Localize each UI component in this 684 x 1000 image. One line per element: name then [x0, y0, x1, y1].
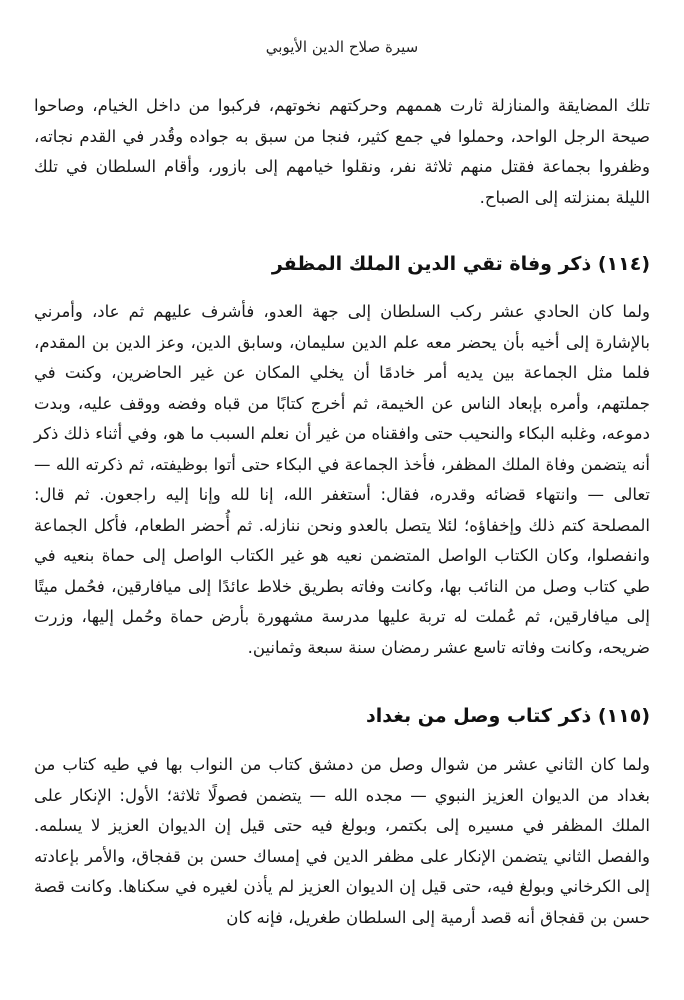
paragraph-1: تلك المضايقة والمنازلة ثارت هممهم وحركتهم نخوتهم، فركبوا من داخل الخيام، وصاحوا صيحة الرجل الواحد، وحملوا في جمع كثير، فنجا من سبق به جواده وقُدر في القدم نجاته، وظفروا بجماعة فقتل منهم ثلاثة نفر، ونقلوا خيامهم إلى بازور، وأقام السلطان في تلك الليلة بمنزلته إلى الصباح. — [34, 96, 650, 207]
section-heading-114: (١١٤) ذكر وفاة تقي الدين الملك المظفر — [271, 253, 650, 275]
section-heading-115: (١١٥) ذكر كتاب وصل من بغداد — [366, 705, 650, 727]
running-header: سيرة صلاح الدين الأيوبي — [265, 38, 419, 56]
paragraph-3: ولما كان الثاني عشر من شوال وصل من دمشق كتاب من النواب بها في طيه كتاب من بغداد من الديوان العزيز النبوي — مجده الله — يتضمن فصولًا ثلاثة؛ الأول: الإنكار على الملك المظفر في مسيره إلى بكتمر، وبولغ فيه حتى قيل إن الديوان العزيز لا يسلمه. والفصل الثاني يتضمن الإنكار على مظفر الدين في إمساك حسن بن قفجاق، والأمر بإعادته إلى الكرخاني وبولغ فيه، حتى قيل إن الديوان العزيز لم يأذن لغيره في سكناها. وكانت قصة حسن بن قفجاق أنه قصد أرمية إلى السلطان طغريل، فإنه كان — [34, 755, 650, 927]
paragraph-2: ولما كان الحادي عشر ركب السلطان إلى جهة العدو، فأشرف عليهم ثم عاد، وأمرني بالإشارة إلى أخيه بأن يحضر معه علم الدين سليمان، وسابق الدين، وعز الدين بن المقدم، فلما مثل الجماعة بين يديه أمر خادمًا أن يخلي المكان عن غير الحاضرين، وكنت في جملتهم، وأمره بإبعاد الناس عن الخيمة، ثم أخرج كتابًا من قباه وفضه ووقف عليه، وبدت دموعه، وغلبه البكاء والنحيب حتى وافقناه من غير أن نعلم السبب ما هو، وفي أثناء ذلك ذكر أنه يتضمن وفاة الملك المظفر، فأخذ الجماعة في البكاء حتى أتوا بوظيفته، ثم ذكرته الله — تعالى — وانتهاء قضائه وقدره، فقال: أستغفر الله، إنا لله وإنا إليه راجعون. ثم قال: المصلحة كتم ذلك وإخفاؤه؛ لئلا يتصل بالعدو ونحن ننازله. ثم أُحضر الطعام، فأكل الجماعة وانفصلوا، وكان الكتاب الواصل المتضمن نعيه هو غير الكتاب الواصل إلى حماة بنعيه في طي كتاب وصل من النائب بها، وكانت وفاته بطريق خلاط عائدًا إلى ميافارقين، فحُمل ميتًا إلى ميافارقين، ثم عُملت له تربة عليها مدرسة مشهورة بأرض حماة وحُمل إليها، وزرت ضريحه، وكانت وفاته تاسع عشر رمضان سنة سبعة وثمانين. — [34, 302, 650, 657]
